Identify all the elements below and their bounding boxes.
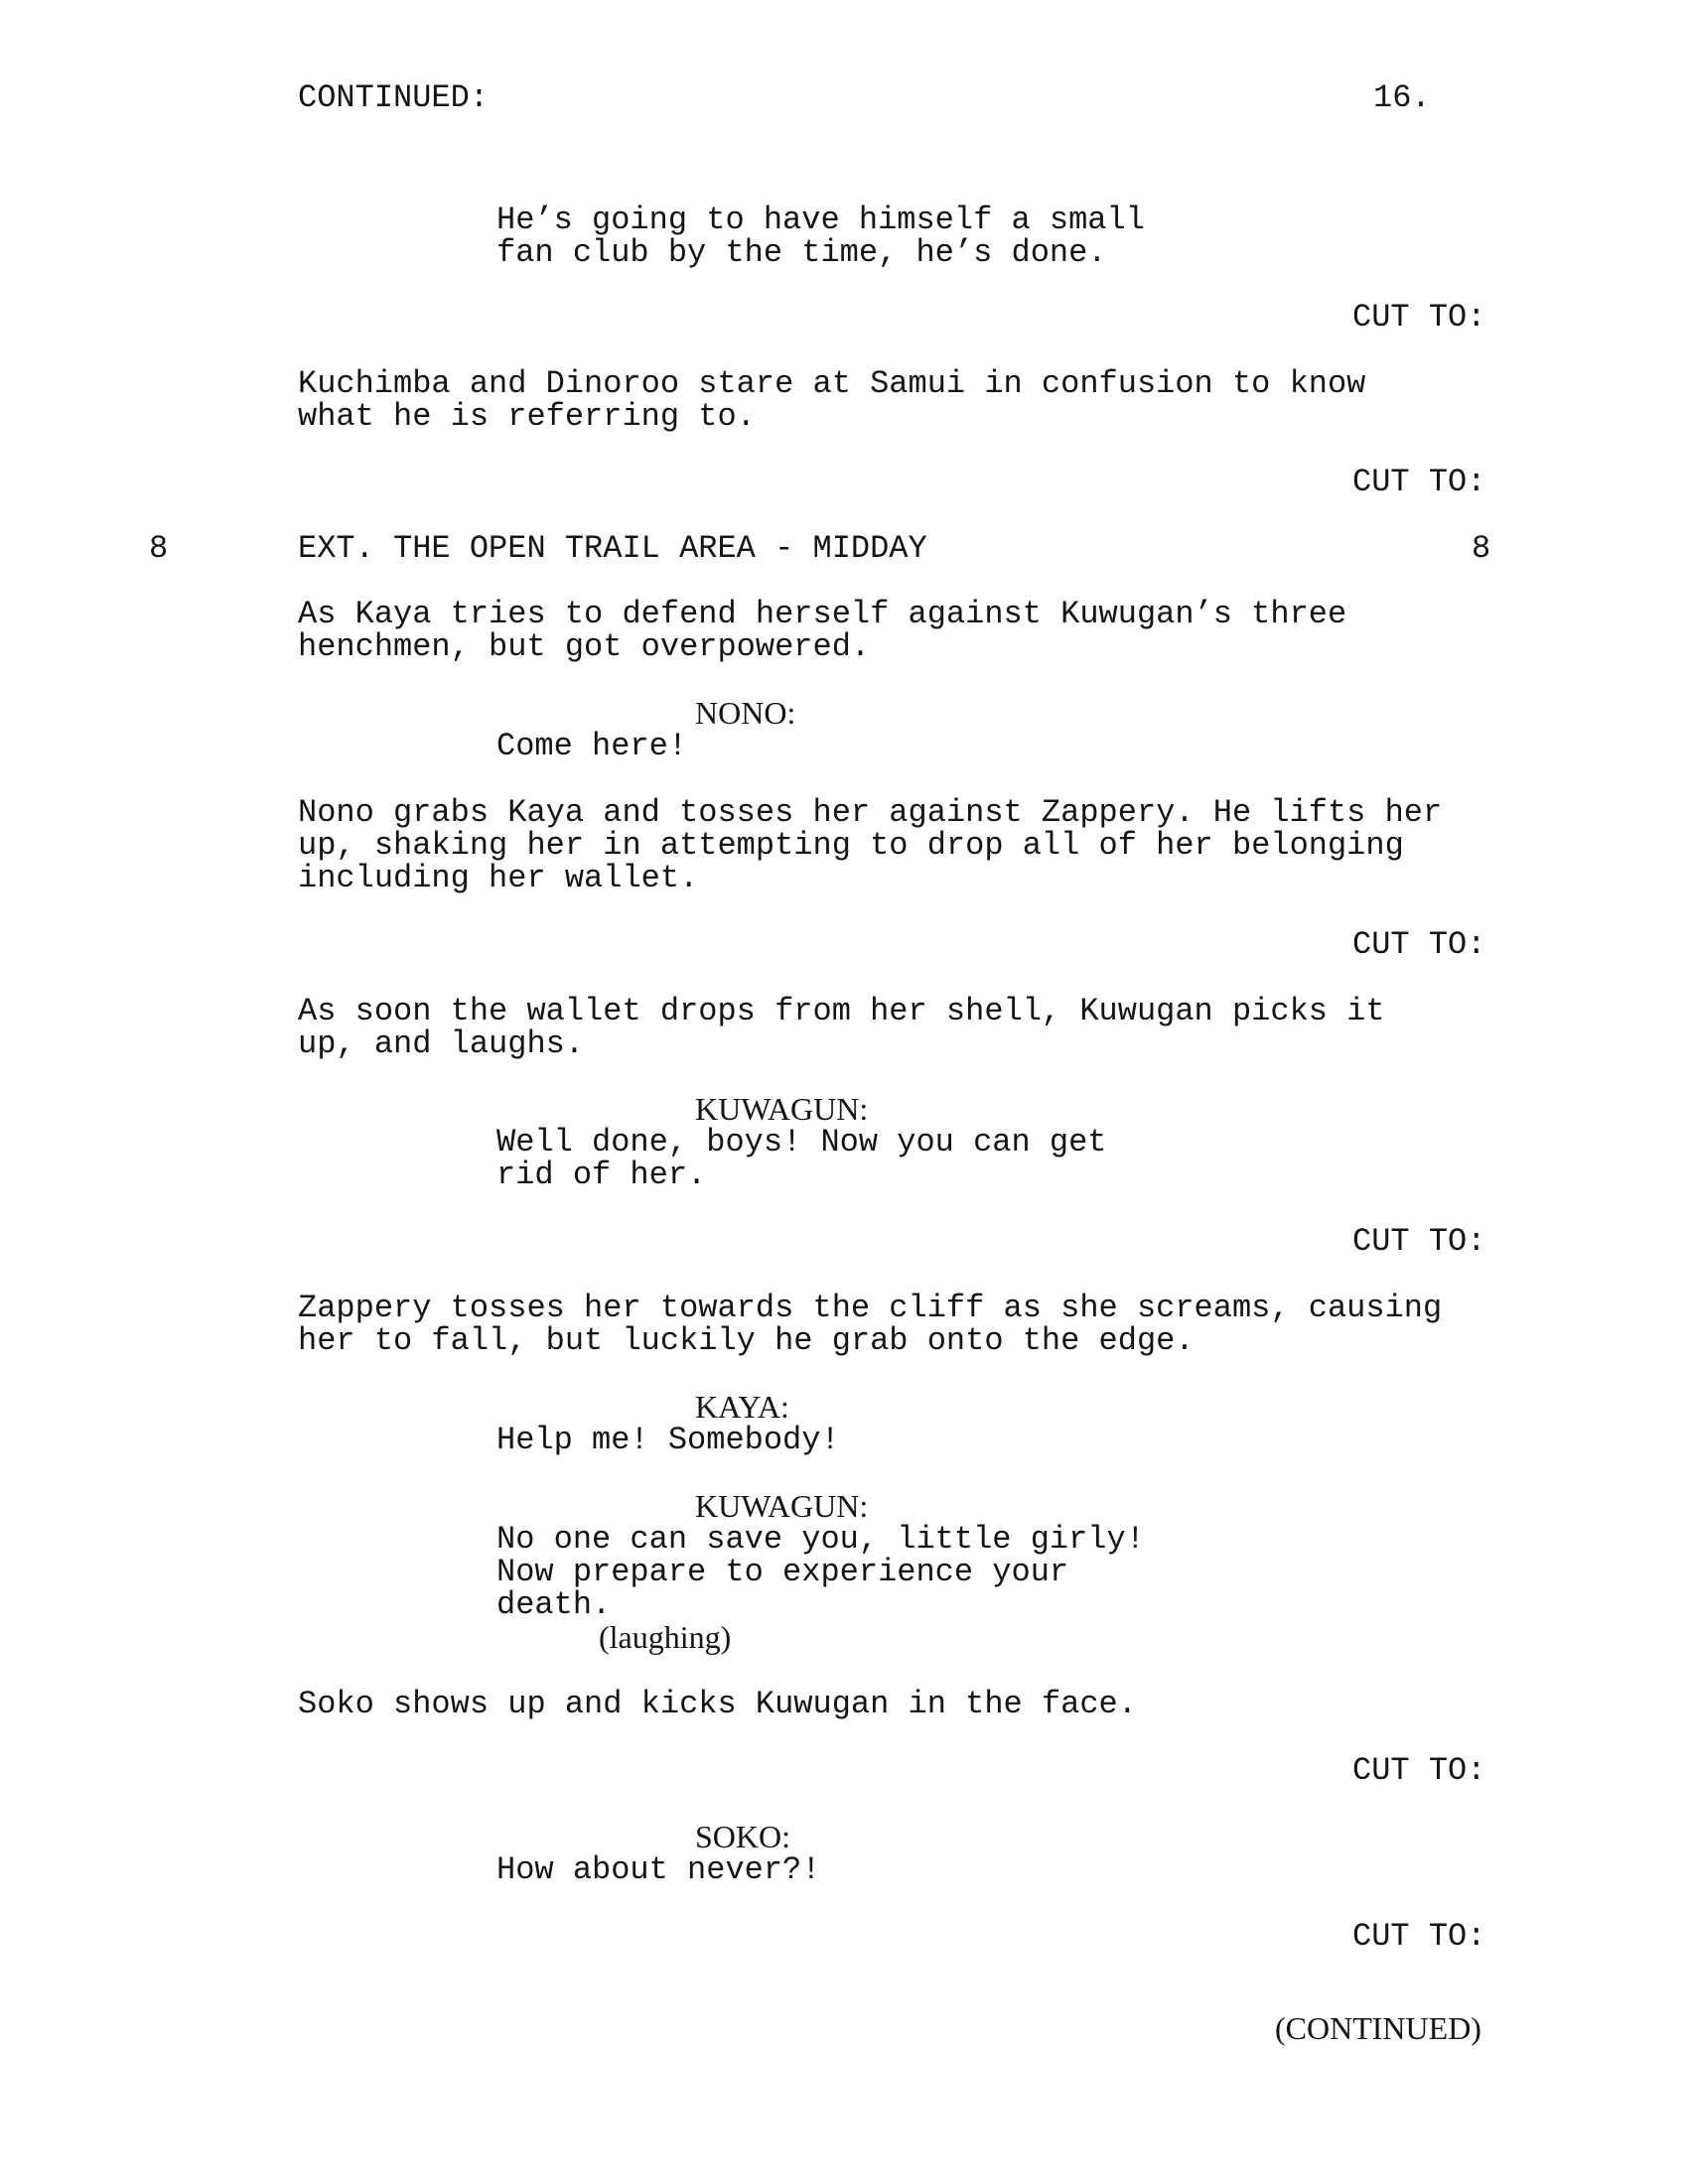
action-line: As soon the wallet drops from her shell, Kuwugan picks it xyxy=(298,993,1385,1029)
action-line: henchmen, but got overpowered. xyxy=(298,628,871,665)
action-line: up, shaking her in attempting to drop all of her belonging xyxy=(298,827,1404,864)
scene-number-right: 8 xyxy=(1472,530,1491,567)
action-line: her to fall, but luckily he grab onto the edge. xyxy=(298,1322,1195,1359)
dialogue-line: No one can save you, little girly! xyxy=(496,1521,1145,1558)
dialogue-line: death. xyxy=(496,1586,612,1623)
character-name: KUWAGUN: xyxy=(695,1091,869,1127)
dialogue-line: Now prepare to experience your xyxy=(496,1554,1069,1590)
action-line: Kuchimba and Dinoroo stare at Samui in confusion to know xyxy=(298,365,1366,402)
action-line: Soko shows up and kicks Kuwugan in the face. xyxy=(298,1686,1137,1722)
action-line: Nono grabs Kaya and tosses her against Zappery. He lifts her xyxy=(298,794,1443,831)
character-name: NONO: xyxy=(695,695,796,731)
continued-footer: (CONTINUED) xyxy=(1275,2010,1481,2046)
scene-number-left: 8 xyxy=(149,530,169,567)
dialogue-line: Come here! xyxy=(496,728,688,764)
transition: CUT TO: xyxy=(1352,1752,1486,1789)
dialogue-line: How about never?! xyxy=(496,1851,821,1888)
transition: CUT TO: xyxy=(1352,926,1486,963)
character-name: SOKO: xyxy=(695,1819,791,1854)
character-name: KUWAGUN: xyxy=(695,1488,869,1524)
transition: CUT TO: xyxy=(1352,299,1486,336)
action-line: As Kaya tries to defend herself against Kuwugan’s three xyxy=(298,596,1347,632)
dialogue-line: He’s going to have himself a small xyxy=(496,202,1145,238)
transition: CUT TO: xyxy=(1352,1223,1486,1260)
action-line: what he is referring to. xyxy=(298,398,756,435)
transition: CUT TO: xyxy=(1352,1918,1486,1955)
dialogue-line: rid of her. xyxy=(496,1157,707,1193)
dialogue-line: Well done, boys! Now you can get xyxy=(496,1124,1107,1160)
action-line: up, and laughs. xyxy=(298,1025,585,1062)
parenthetical: (laughing) xyxy=(599,1619,732,1655)
page-number: 16. xyxy=(1373,79,1431,116)
scene-heading: EXT. THE OPEN TRAIL AREA - MIDDAY xyxy=(298,530,927,567)
action-line: Zappery tosses her towards the cliff as she screams, causing xyxy=(298,1290,1443,1326)
character-name: KAYA: xyxy=(695,1389,789,1425)
action-line: including her wallet. xyxy=(298,860,699,896)
transition: CUT TO: xyxy=(1352,464,1486,500)
continued-header: CONTINUED: xyxy=(298,79,490,116)
dialogue-line: Help me! Somebody! xyxy=(496,1422,840,1458)
dialogue-line: fan club by the time, he’s done. xyxy=(496,234,1107,271)
